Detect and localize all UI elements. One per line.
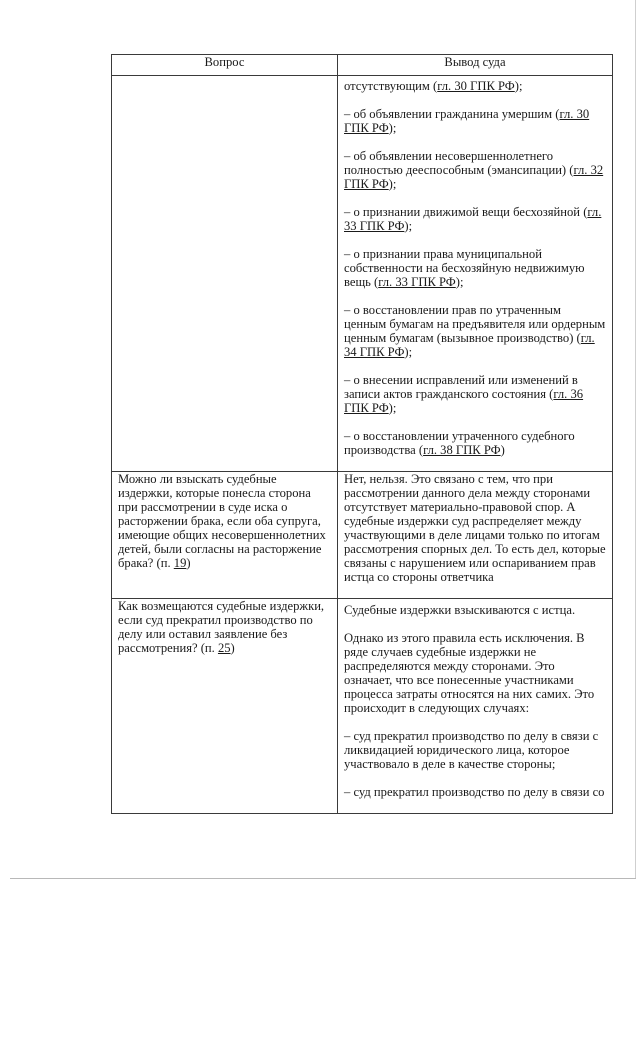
list-item: – о восстановлении прав по утраченным ценным бумагам на предъявителя или ордерным ценным бумагам (вызывное производство) (гл. 34 ГПК РФ);: [344, 303, 606, 359]
list-item: отсутствующим (гл. 30 ГПК РФ);: [344, 79, 523, 93]
list-item: – суд прекратил производство по делу в связи с ликвидацией юридического лица, которое участвовало в деле в качестве стороны;: [344, 729, 599, 771]
table-row: [112, 76, 613, 472]
answer-text: Нет, нельзя. Это связано с тем, что при рассмотрении данного дела между сторонами отсутствует материально-правовой спор. А судебные издержки суд распределяет между участвующими в деле лицами только по итогам рассмотрения спорных дел. То есть дел, которые связаны с нарушением или оспариванием прав истца со стороны ответчика: [344, 472, 606, 584]
law-reference-link[interactable]: гл. 30 ГПК РФ: [344, 107, 590, 135]
page-bottom-edge: [10, 878, 636, 879]
list-item: – о признании движимой вещи бесхозяйной (гл. 33 ГПК РФ);: [344, 205, 602, 233]
conclusion-column-header: Вывод суда: [338, 55, 613, 76]
list-item: – о восстановлении утраченного судебного производства (гл. 38 ГПК РФ): [344, 429, 575, 457]
law-reference-link[interactable]: гл. 30 ГПК РФ: [437, 79, 515, 93]
list-item: – об объявлении гражданина умершим (гл. 30 ГПК РФ);: [344, 107, 590, 135]
page-edge: [635, 0, 636, 879]
table-row: [112, 599, 613, 814]
answer-text: Однако из этого правила есть исключения. В ряде случаев судебные издержки не распределяются между сторонами. Это означает, что все понесенные участниками процесса затраты относятся на них самих. Это происходит в следующих случаях:: [344, 631, 595, 715]
table-row: [112, 472, 613, 599]
court-conclusions-table: [111, 54, 613, 814]
conclusion-cell: [338, 472, 613, 599]
law-reference-link[interactable]: гл. 34 ГПК РФ: [344, 331, 595, 359]
law-reference-link[interactable]: гл. 38 ГПК РФ: [423, 443, 501, 457]
list-item: – об объявлении несовершеннолетнего полностью дееспособным (эмансипации) (гл. 32 ГПК РФ);: [344, 149, 604, 191]
law-reference-link[interactable]: гл. 36 ГПК РФ: [344, 387, 584, 415]
conclusion-cell: [338, 599, 613, 814]
list-item: – о внесении исправлений или изменений в записи актов гражданского состояния (гл. 36 ГПК РФ);: [344, 373, 584, 415]
list-item: – суд прекратил производство по делу в связи со: [344, 785, 605, 799]
law-reference-link[interactable]: гл. 32 ГПК РФ: [344, 163, 604, 191]
paragraph-reference-link[interactable]: 19: [173, 556, 187, 570]
law-reference-link[interactable]: гл. 33 ГПК РФ: [378, 275, 456, 289]
question-text: Можно ли взыскать судебные издержки, которые понесла сторона при рассмотрении в суде иска о расторжении брака, если оба супруга, имеющие общих несовершеннолетних детей, были согласны на расторжение брака? (п. 19): [118, 472, 326, 570]
paragraph-reference-link[interactable]: 25: [217, 641, 231, 655]
question-cell: [112, 599, 338, 814]
law-reference-link[interactable]: гл. 33 ГПК РФ: [344, 205, 602, 233]
question-cell: [112, 76, 338, 472]
question-cell: [112, 472, 338, 599]
answer-text: Судебные издержки взыскиваются с истца.: [344, 603, 576, 617]
question-column-header: Вопрос: [112, 55, 338, 76]
list-item: – о признании права муниципальной собственности на бесхозяйную недвижимую вещь (гл. 33 ГПК РФ);: [344, 247, 585, 289]
conclusion-cell: [338, 76, 613, 472]
question-text: Как возмещаются судебные издержки, если суд прекратил производство по делу или оставил заявление без рассмотрения? (п. 25): [118, 599, 325, 655]
